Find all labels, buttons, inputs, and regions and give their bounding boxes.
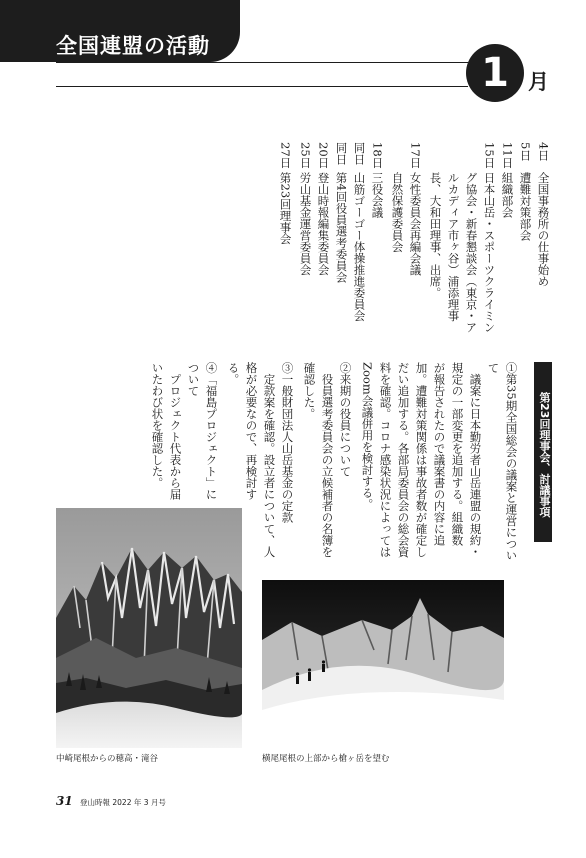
- publication-label: 登山時報 2022 年 3 月号: [80, 798, 166, 807]
- agenda-line: 格が必要なので、再検討す: [244, 362, 259, 500]
- agenda-line: いたわび状を確認した。: [150, 362, 165, 489]
- page-number: 31: [56, 794, 73, 808]
- schedule-date: 20日: [316, 142, 331, 169]
- schedule-text: 日本山岳・スポーツクライミン: [482, 172, 497, 333]
- schedule-date: 27日: [278, 142, 293, 169]
- month-suffix: 月: [528, 70, 549, 94]
- page-title: 全国連盟の活動: [56, 34, 210, 58]
- schedule-text: 組織部会: [500, 172, 515, 218]
- header-rule: [56, 86, 468, 87]
- schedule-text: 労山基金運営委員会: [298, 172, 313, 276]
- schedule-text: 遭難対策部会: [518, 172, 533, 241]
- schedule-text: ルカディア市ヶ谷）浦添理事: [446, 172, 461, 322]
- agenda-line: 規定の一部変更を追加する。組織数: [450, 362, 465, 546]
- schedule-text: 長、大和田理事、出席。: [428, 172, 443, 299]
- schedule-date: 15日: [482, 142, 497, 169]
- schedule-text: 登山時報編集委員会: [316, 172, 331, 276]
- schedule-text: 山筋ゴーゴー体操推進委員会: [352, 172, 367, 322]
- agenda-line: が報告されたので議案書の内容に追: [432, 362, 447, 546]
- schedule-date: 11日: [500, 142, 515, 169]
- agenda-line: 料を確認。コロナ感染状況によっては: [378, 362, 393, 558]
- schedule-date: 25日: [298, 142, 313, 169]
- schedule-text: 三役会議: [370, 172, 385, 218]
- schedule-text: 第4回役員選考委員会: [334, 172, 349, 283]
- header-rule: [56, 62, 468, 63]
- agenda-line: る。: [226, 362, 241, 385]
- schedule-text: 全国事務所の仕事始め: [536, 172, 551, 287]
- mountain-photo-hotaka: [56, 508, 242, 748]
- agenda-line: て: [486, 362, 501, 374]
- schedule-date: 同日: [334, 142, 349, 165]
- agenda-line: 議案に日本勤労者山岳連盟の規約・: [468, 362, 483, 558]
- agenda-line: 確認した。: [302, 362, 317, 420]
- agenda-line: 加。遭難対策関係は事故者数が確定し: [414, 362, 429, 558]
- photo-caption: 横尾尾根の上部から槍ヶ岳を望む: [262, 754, 390, 764]
- agenda-line: 役員選考委員会の立候補者の名簿を: [320, 362, 335, 558]
- schedule-date: 5日: [518, 142, 533, 161]
- schedule-text: 第23回理事会: [278, 172, 293, 245]
- agenda-line: ついて: [186, 362, 201, 397]
- agenda-line: ③一般財団法人山岳基金の定款: [280, 362, 295, 523]
- schedule-date: 同日: [352, 142, 367, 165]
- agenda-line: 定款案を確認。設立者について、人: [262, 362, 277, 558]
- agenda-line: ①第35期全国総会の議案と運営につい: [504, 362, 519, 561]
- section-label: 第23回理事会、討議事項: [534, 362, 552, 542]
- agenda-line: Zoom会議併用を検討する。: [360, 362, 375, 510]
- schedule-date: 17日: [408, 142, 423, 169]
- mountain-photo-yari: [262, 580, 504, 746]
- photo-caption: 中崎尾根からの穂高・滝谷: [56, 754, 159, 764]
- schedule-date: 18日: [370, 142, 385, 169]
- schedule-text: グ協会・新春懇談会（東京・ア: [464, 172, 479, 333]
- month-badge: 1: [466, 44, 524, 102]
- agenda-line: プロジェクト代表から届: [168, 362, 183, 500]
- schedule-date: 4日: [536, 142, 551, 161]
- schedule-text: 自然保護委員会: [390, 172, 405, 253]
- agenda-line: だい追加する。各部局委員会の総会資: [396, 362, 411, 558]
- agenda-line: ②来期の役員について: [338, 362, 353, 477]
- agenda-line: ④「福島プロジェクト」に: [204, 362, 219, 500]
- schedule-text: 女性委員会再編会議: [408, 172, 423, 276]
